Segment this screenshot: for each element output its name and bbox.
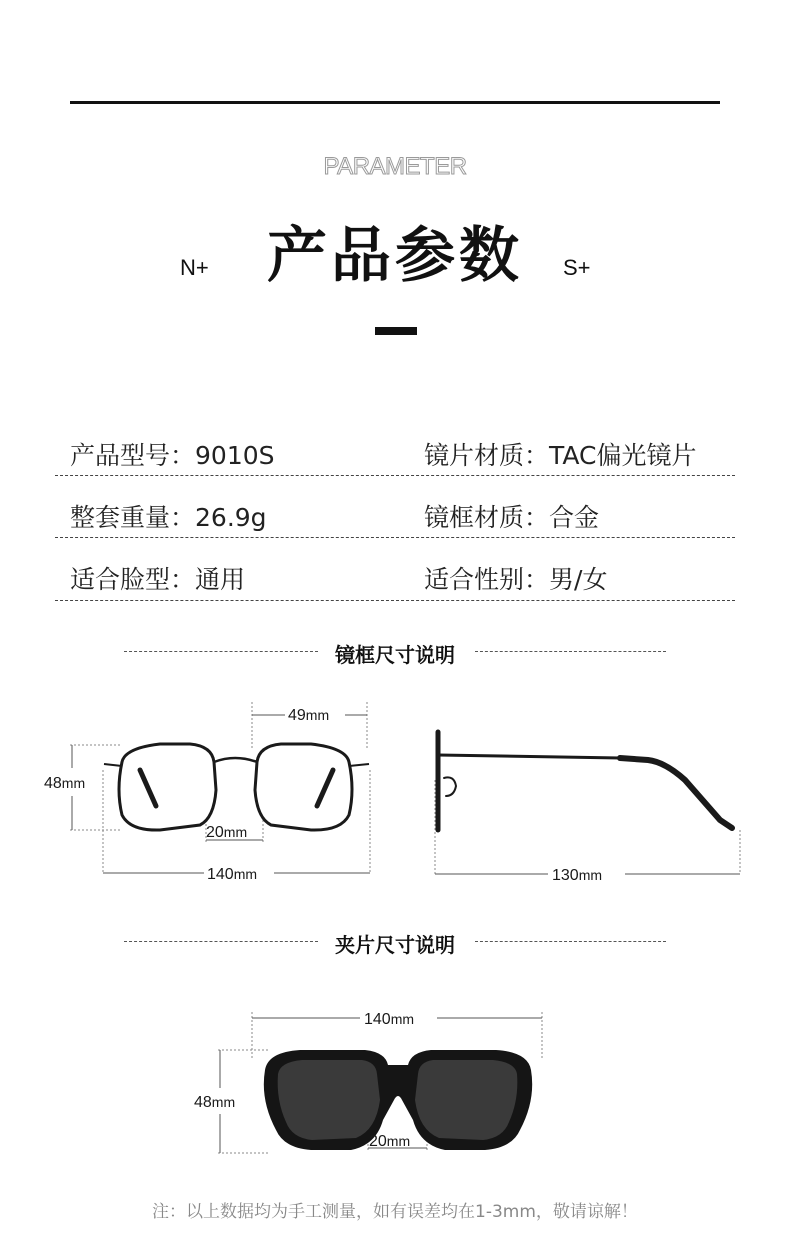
total-width-label: 140mm [207, 866, 258, 883]
row-divider [55, 600, 735, 601]
clip-section-title: 夹片尺寸说明 [335, 933, 455, 957]
section-rule-right [475, 651, 666, 652]
spec-label: 产品型号： [70, 441, 196, 470]
spec-gender [424, 560, 607, 596]
top-divider [70, 101, 720, 104]
spec-label: 适合脸型： [70, 565, 196, 594]
clip-bridge-label: 20mm [369, 1133, 411, 1150]
right-tag: S+ [563, 255, 591, 280]
spec-value: 26.9g [195, 503, 267, 532]
spec-value: 合金 [549, 503, 600, 532]
subtitle-en: PARAMETER [323, 153, 467, 180]
frame-front-diagram [0, 690, 395, 890]
spec-label: 适合性别： [424, 565, 550, 594]
spec-label: 整套重量： [70, 503, 196, 532]
frame-side-diagram [420, 700, 760, 890]
left-tag: N+ [180, 255, 209, 280]
clip-total-width-label: 140mm [364, 1011, 415, 1028]
spec-model [70, 436, 275, 472]
spec-value: 9010S [195, 441, 275, 470]
spec-face-shape [70, 560, 245, 596]
lens-width-label: 49mm [288, 707, 330, 724]
lens-height-label: 48mm [44, 775, 86, 792]
clip-diagram [180, 1000, 560, 1170]
clip-lens-height-label: 48mm [194, 1094, 236, 1111]
spec-value: TAC偏光镜片 [549, 441, 697, 470]
row-divider [55, 537, 735, 538]
page-title: 产品参数 [267, 221, 523, 291]
title-underline [375, 327, 417, 335]
frame-section-title: 镜框尺寸说明 [335, 643, 455, 667]
spec-value: 男/女 [549, 565, 608, 594]
measurement-note: 注：以上数据均为手工测量，如有误差均在1-3mm，敬请谅解！ [152, 1202, 638, 1222]
spec-lens-material [424, 436, 696, 472]
spec-label: 镜框材质： [424, 503, 550, 532]
temple-length-label: 130mm [552, 867, 603, 884]
spec-frame-material [424, 498, 599, 534]
spec-label: 镜片材质： [424, 441, 550, 470]
spec-value: 通用 [195, 565, 246, 594]
spec-weight [70, 498, 267, 534]
bridge-label: 20mm [206, 824, 248, 841]
row-divider [55, 475, 735, 476]
section-rule-right [475, 941, 666, 942]
